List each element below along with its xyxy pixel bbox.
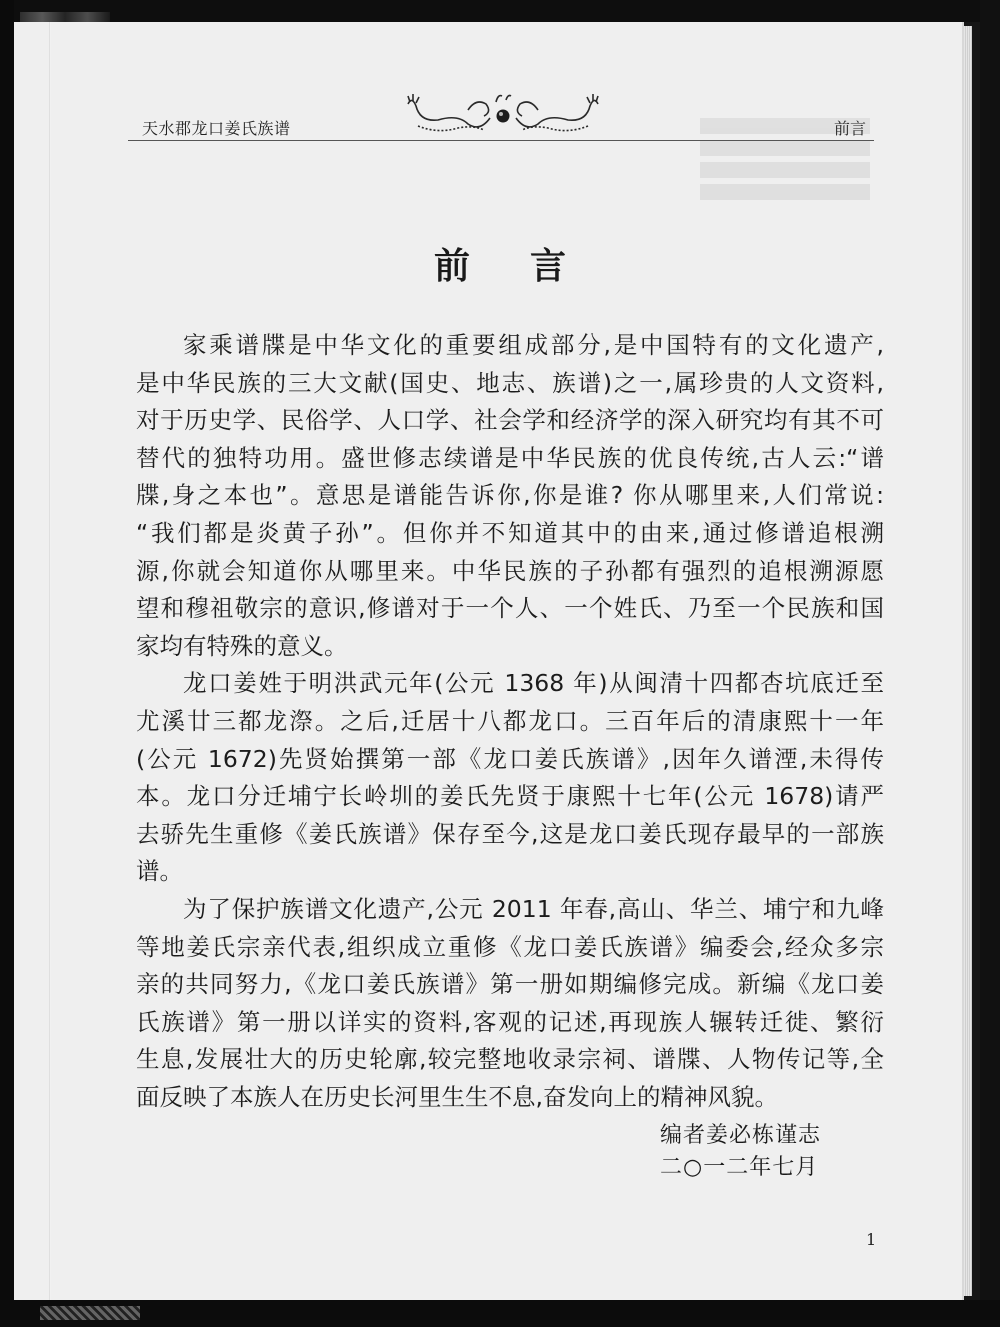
page-title: 前言 [433,245,626,287]
paragraph-1 [136,327,884,665]
scan-background-bottom [0,1300,1000,1327]
signature-date: 二○一二年七月 [660,1155,819,1180]
text-line: 氏族谱》第一册以详实的资料,客观的记述,再现族人辗转迁徙、繁衍 [136,1007,884,1036]
text-line: 等地姜氏宗亲代表,组织成立重修《龙口姜氏族谱》编委会,经众多宗 [136,932,884,961]
scan-background-top [0,0,1000,22]
text-line: 谱。 [136,857,183,886]
text-line: (公元 1672)先贤始撰第一部《龙口姜氏族谱》,因年久谱湮,未得传 [136,744,884,773]
bookmark-ribbon-bottom [40,1306,140,1320]
text-line: 面反映了本族人在历史长河里生生不息,奋发向上的精神风貌。 [136,1082,778,1111]
text-line: 家乘谱牒是中华文化的重要组成部分,是中国特有的文化遗产, [183,331,884,359]
text-line: 牒,身之本也”。意思是谱能告诉你,你是谁? 你从哪里来,人们常说: [136,481,884,510]
text-line: 生息,发展壮大的历史轮廓,较完整地收录宗祠、谱牒、人物传记等,全 [136,1045,884,1074]
text-line: 对于历史学、民俗学、人口学、社会学和经济学的深入研究均有其不可 [136,406,884,435]
page-number: 1 [866,1230,877,1249]
text-line: 龙口姜姓于明洪武元年(公元 1368 年)从闽清十四都杏坑底迁至 [183,669,884,698]
text-line: 望和穆祖敬宗的意识,修谱对于一个人、一个姓氏、乃至一个民族和国 [136,594,884,623]
preface-body [136,327,884,1116]
paragraph-2 [136,665,884,891]
paragraph-3 [136,891,884,1117]
text-line: 家均有特殊的意义。 [136,631,348,660]
running-header [128,92,874,141]
header-book-title: 天水郡龙口姜氏族谱 [142,119,291,138]
text-line: 尤溪廿三都龙漈。之后,迁居十八都龙口。三百年后的清康熙十一年 [136,706,884,735]
twin-dragon-ornament-icon [398,92,608,138]
signature-block [660,1120,821,1184]
signature-author: 编者姜必栋谨志 [660,1123,822,1148]
book-gutter-fold [49,22,51,1302]
header-section-name: 前言 [833,119,866,138]
text-line: 为了保护族谱文化遗产,公元 2011 年春,高山、华兰、埔宁和九峰 [183,894,884,923]
text-line: 替代的独特功用。盛世修志续谱是中华民族的优良传统,古人云:“谱 [136,443,884,472]
scan-background-right [980,0,1000,1327]
scan-background-left [0,0,14,1327]
text-line: 源,你就会知道你从哪里来。中华民族的子孙都有强烈的追根溯源愿 [136,556,884,585]
text-line: 本。龙口分迁埔宁长岭圳的姜氏先贤于康熙十七年(公元 1678)请严 [136,782,884,811]
text-line: 去骄先生重修《姜氏族谱》保存至今,这是龙口姜氏现存最早的一部族 [136,819,884,848]
text-line: 是中华民族的三大文献(国史、地志、族谱)之一,属珍贵的人文资料, [136,368,884,397]
text-line: 亲的共同努力,《龙口姜氏族谱》第一册如期编修完成。新编《龙口姜 [136,970,884,999]
page-stack-edges [964,26,972,1296]
text-line: “我们都是炎黄子孙”。但你并不知道其中的由来,通过修谱追根溯 [136,518,884,547]
